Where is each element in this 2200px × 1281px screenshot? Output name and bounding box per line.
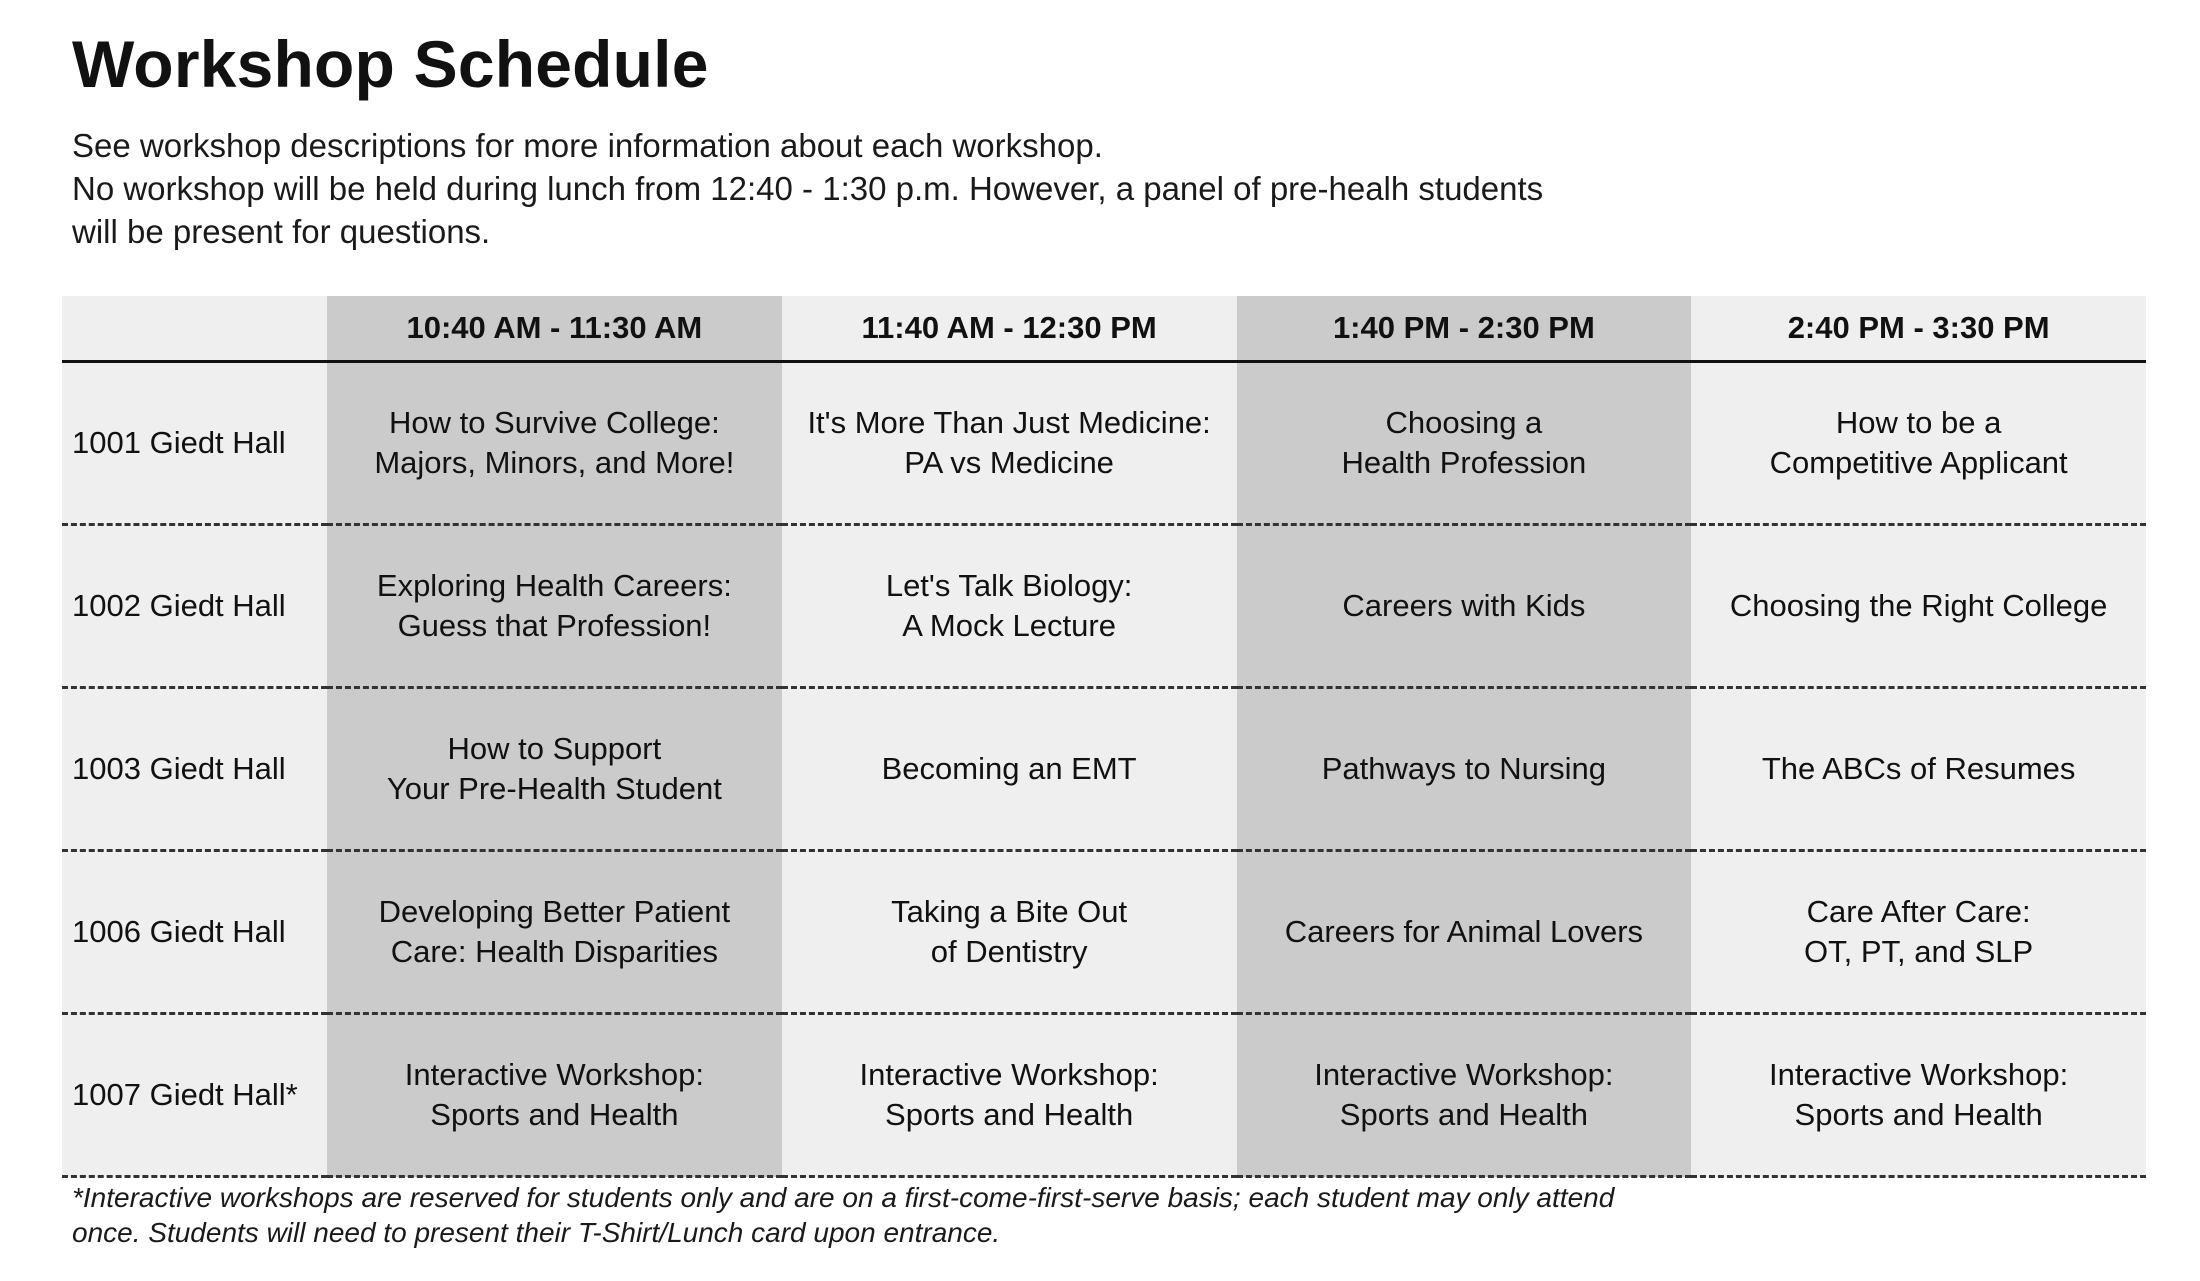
workshop-cell: [1237, 851, 1692, 1014]
workshop-title-line: Choosing the Right College: [1729, 588, 2108, 623]
footnote-line: once. Students will need to present their T-Shirt/Lunch card upon entrance.: [72, 1217, 1001, 1248]
intro-text: [72, 124, 1772, 253]
workshop-title-line: It's More Than Just Medicine:: [807, 405, 1211, 440]
workshop-cell: [327, 688, 782, 851]
workshop-title-line: Sports and Health: [430, 1097, 679, 1132]
workshop-title-line: Interactive Workshop:: [404, 1057, 704, 1092]
workshop-title-line: Care: Health Disparities: [390, 934, 719, 969]
schedule-table: [62, 296, 2146, 1178]
table-row: [62, 362, 2146, 525]
workshop-cell: [1691, 525, 2146, 688]
table-row: [62, 1014, 2146, 1177]
workshop-title-line: A Mock Lecture: [902, 608, 1116, 643]
workshop-title-line: Interactive Workshop:: [859, 1057, 1159, 1092]
workshop-title-line: Health Profession: [1341, 445, 1587, 480]
workshop-title-line: How to be a: [1835, 405, 2002, 440]
workshop-cell: [782, 688, 1237, 851]
workshop-title-line: Sports and Health: [1794, 1097, 2043, 1132]
workshop-cell: [327, 525, 782, 688]
header-row: [62, 296, 2146, 362]
intro-line: will be present for questions.: [72, 213, 491, 250]
time-slot-header: 1:40 PM - 2:30 PM: [1237, 296, 1692, 362]
time-slot-header: 10:40 AM - 11:30 AM: [327, 296, 782, 362]
table-row: [62, 851, 2146, 1014]
table-row: [62, 525, 2146, 688]
workshop-title-line: Careers for Animal Lovers: [1284, 914, 1644, 949]
workshop-cell: [1237, 688, 1692, 851]
table-row: [62, 688, 2146, 851]
workshop-title-line: How to Survive College:: [388, 405, 720, 440]
workshop-title-line: Sports and Health: [885, 1097, 1134, 1132]
workshop-title-line: of Dentistry: [930, 934, 1088, 969]
room-name: 1003 Giedt Hall: [62, 688, 327, 851]
footnote: [72, 1180, 1772, 1250]
workshop-title-line: Majors, Minors, and More!: [374, 445, 735, 480]
footnote-line: *Interactive workshops are reserved for students only and are on a first-come-first-serve basis; each student may only attend: [72, 1182, 1615, 1213]
room-name: 1001 Giedt Hall: [62, 362, 327, 525]
room-name: 1006 Giedt Hall: [62, 851, 327, 1014]
workshop-cell: [782, 851, 1237, 1014]
workshop-cell: [782, 1014, 1237, 1177]
workshop-title-line: Choosing a: [1385, 405, 1543, 440]
workshop-title-line: PA vs Medicine: [904, 445, 1114, 480]
room-name: 1002 Giedt Hall: [62, 525, 327, 688]
workshop-title-line: Interactive Workshop:: [1314, 1057, 1614, 1092]
workshop-title-line: Taking a Bite Out: [891, 894, 1128, 929]
intro-line: See workshop descriptions for more information about each workshop.: [72, 127, 1103, 164]
workshop-title-line: Becoming an EMT: [881, 751, 1137, 786]
workshop-cell: [782, 525, 1237, 688]
workshop-cell: [1237, 525, 1692, 688]
schedule-body: [62, 362, 2146, 1177]
time-slot-header: 2:40 PM - 3:30 PM: [1691, 296, 2146, 362]
workshop-title-line: Pathways to Nursing: [1321, 751, 1607, 786]
workshop-title-line: Interactive Workshop:: [1769, 1057, 2069, 1092]
workshop-title-line: Careers with Kids: [1342, 588, 1586, 623]
room-header-cell: [62, 296, 327, 362]
workshop-cell: [782, 362, 1237, 525]
workshop-title-line: Competitive Applicant: [1769, 445, 2068, 480]
workshop-cell: [1691, 362, 2146, 525]
workshop-title-line: Your Pre-Health Student: [386, 771, 722, 806]
workshop-cell: [327, 1014, 782, 1177]
workshop-title-line: Care After Care:: [1806, 894, 2031, 929]
time-slot-header: 11:40 AM - 12:30 PM: [782, 296, 1237, 362]
workshop-cell: [327, 851, 782, 1014]
workshop-title-line: Sports and Health: [1339, 1097, 1588, 1132]
workshop-cell: [1237, 362, 1692, 525]
workshop-cell: [1691, 1014, 2146, 1177]
workshop-cell: [327, 362, 782, 525]
workshop-title-line: Guess that Profession!: [397, 608, 712, 643]
page-title: Workshop Schedule: [72, 27, 709, 101]
workshop-cell: [1237, 1014, 1692, 1177]
workshop-title-line: How to Support: [447, 731, 662, 766]
workshop-title-line: Let's Talk Biology:: [885, 568, 1133, 603]
workshop-title-line: OT, PT, and SLP: [1804, 934, 2034, 969]
workshop-cell: [1691, 688, 2146, 851]
workshop-title-line: Developing Better Patient: [378, 894, 731, 929]
workshop-cell: [1691, 851, 2146, 1014]
room-name: 1007 Giedt Hall*: [62, 1014, 327, 1177]
workshop-title-line: Exploring Health Careers:: [376, 568, 732, 603]
workshop-title-line: The ABCs of Resumes: [1761, 751, 2076, 786]
intro-line: No workshop will be held during lunch from 12:40 - 1:30 p.m. However, a panel of pre-healh students: [72, 170, 1544, 207]
